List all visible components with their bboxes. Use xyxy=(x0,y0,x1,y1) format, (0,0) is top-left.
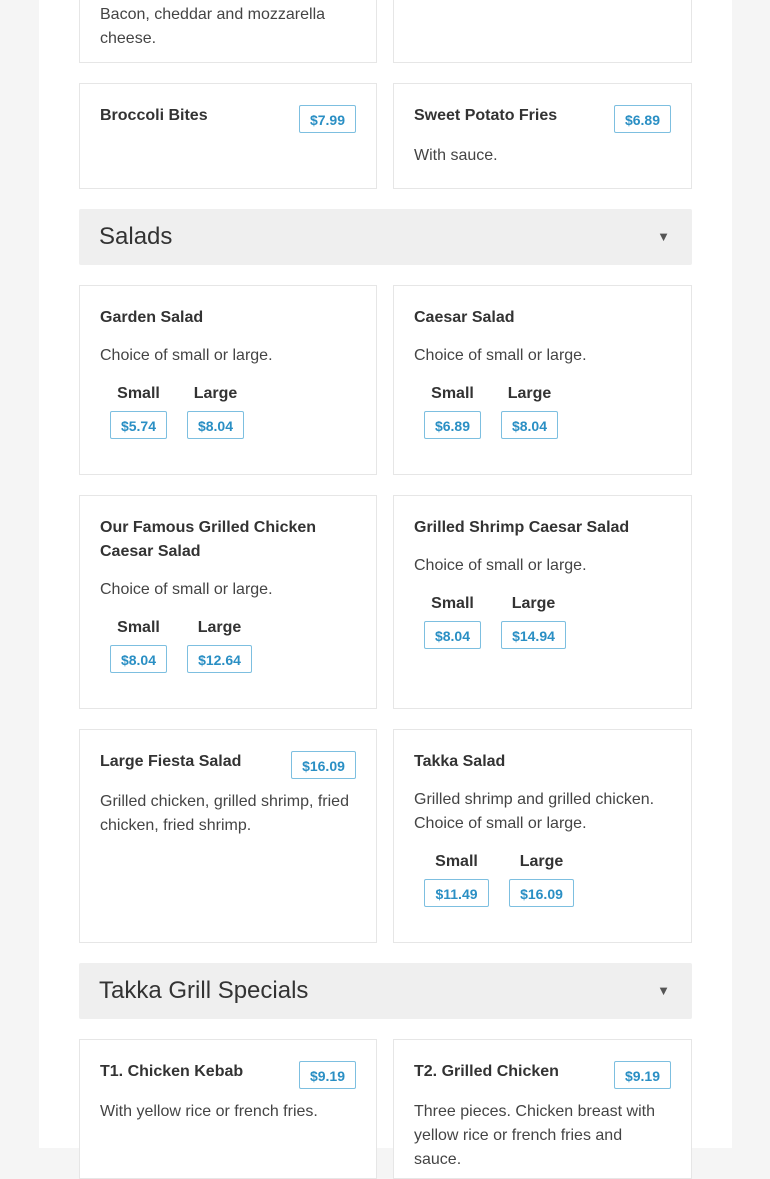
menu-item-grilled-shrimp-caesar-salad[interactable] xyxy=(393,495,692,709)
menu-item-takka-salad[interactable] xyxy=(393,729,692,943)
item-name: Caesar Salad xyxy=(414,309,515,326)
item-name: Our Famous Grilled Chicken Caesar Salad xyxy=(100,519,317,560)
item-name: T1. Chicken Kebab xyxy=(100,1063,244,1080)
menu-item-garden-salad[interactable] xyxy=(79,285,377,475)
size-label-small: Small xyxy=(431,595,474,612)
section-title: Salads xyxy=(99,223,173,250)
chevron-down-icon[interactable]: ▼ xyxy=(657,229,670,244)
price-small-button[interactable]: $8.04 xyxy=(110,645,167,673)
menu-item-t2-grilled-chicken[interactable] xyxy=(393,1039,692,1179)
size-label-large: Large xyxy=(507,385,552,402)
price-large-button[interactable]: $16.09 xyxy=(509,879,574,907)
item-name: Takka Salad xyxy=(414,753,506,770)
item-description: Grilled shrimp and grilled chicken. Choice of small or large. xyxy=(414,791,655,832)
item-name: T2. Grilled Chicken xyxy=(414,1063,559,1080)
size-label-small: Small xyxy=(117,385,160,402)
item-name: Broccoli Bites xyxy=(100,107,208,124)
menu-item-card[interactable] xyxy=(393,0,692,63)
size-label-small: Small xyxy=(431,385,474,402)
price-large-button[interactable]: $14.94 xyxy=(501,621,566,649)
menu-item-sweet-potato-fries[interactable] xyxy=(393,83,692,189)
price-large-button[interactable]: $8.04 xyxy=(187,411,244,439)
section-header-takka-grill-specials[interactable] xyxy=(79,963,692,1019)
price-small-button[interactable]: $5.74 xyxy=(110,411,167,439)
size-label-large: Large xyxy=(519,853,564,870)
item-name: Sweet Potato Fries xyxy=(414,107,558,124)
item-price-button[interactable]: $16.09 xyxy=(291,751,356,779)
price-small-button[interactable]: $11.49 xyxy=(424,879,489,907)
menu-item-large-fiesta-salad[interactable] xyxy=(79,729,377,943)
price-large-button[interactable]: $8.04 xyxy=(501,411,558,439)
chevron-down-icon[interactable]: ▼ xyxy=(657,983,670,998)
menu-item-caesar-salad[interactable] xyxy=(393,285,692,475)
price-large-button[interactable]: $12.64 xyxy=(187,645,252,673)
item-name: Large Fiesta Salad xyxy=(100,753,242,770)
menu-item-grilled-chicken-caesar-salad[interactable] xyxy=(79,495,377,709)
item-description: Choice of small or large. xyxy=(100,347,273,364)
item-description: Grilled chicken, grilled shrimp, fried chicken, fried shrimp. xyxy=(100,793,349,834)
item-description: Choice of small or large. xyxy=(414,347,587,364)
item-price-button[interactable]: $6.89 xyxy=(614,105,671,133)
item-description: Bacon, cheddar and mozzarella cheese. xyxy=(100,6,326,47)
size-label-small: Small xyxy=(435,853,478,870)
item-description: With sauce. xyxy=(414,147,498,164)
section-title: Takka Grill Specials xyxy=(99,977,309,1004)
item-description: Three pieces. Chicken breast with yellow rice or french fries and sauce. xyxy=(414,1103,655,1168)
price-small-button[interactable]: $6.89 xyxy=(424,411,481,439)
menu-item-t1-chicken-kebab[interactable] xyxy=(79,1039,377,1179)
size-label-large: Large xyxy=(193,385,238,402)
item-price-button[interactable]: $9.19 xyxy=(614,1061,671,1089)
item-description: With yellow rice or french fries. xyxy=(100,1103,318,1120)
size-label-large: Large xyxy=(511,595,556,612)
item-price-button[interactable]: $7.99 xyxy=(299,105,356,133)
item-name: Garden Salad xyxy=(100,309,204,326)
menu-item-card[interactable] xyxy=(79,0,377,63)
item-description: Choice of small or large. xyxy=(100,581,273,598)
size-label-large: Large xyxy=(197,619,242,636)
item-description: Choice of small or large. xyxy=(414,557,587,574)
item-price-button[interactable]: $9.19 xyxy=(299,1061,356,1089)
size-label-small: Small xyxy=(117,619,160,636)
price-small-button[interactable]: $8.04 xyxy=(424,621,481,649)
menu-item-broccoli-bites[interactable] xyxy=(79,83,377,189)
item-name: Grilled Shrimp Caesar Salad xyxy=(414,519,630,536)
section-header-salads[interactable] xyxy=(79,209,692,265)
